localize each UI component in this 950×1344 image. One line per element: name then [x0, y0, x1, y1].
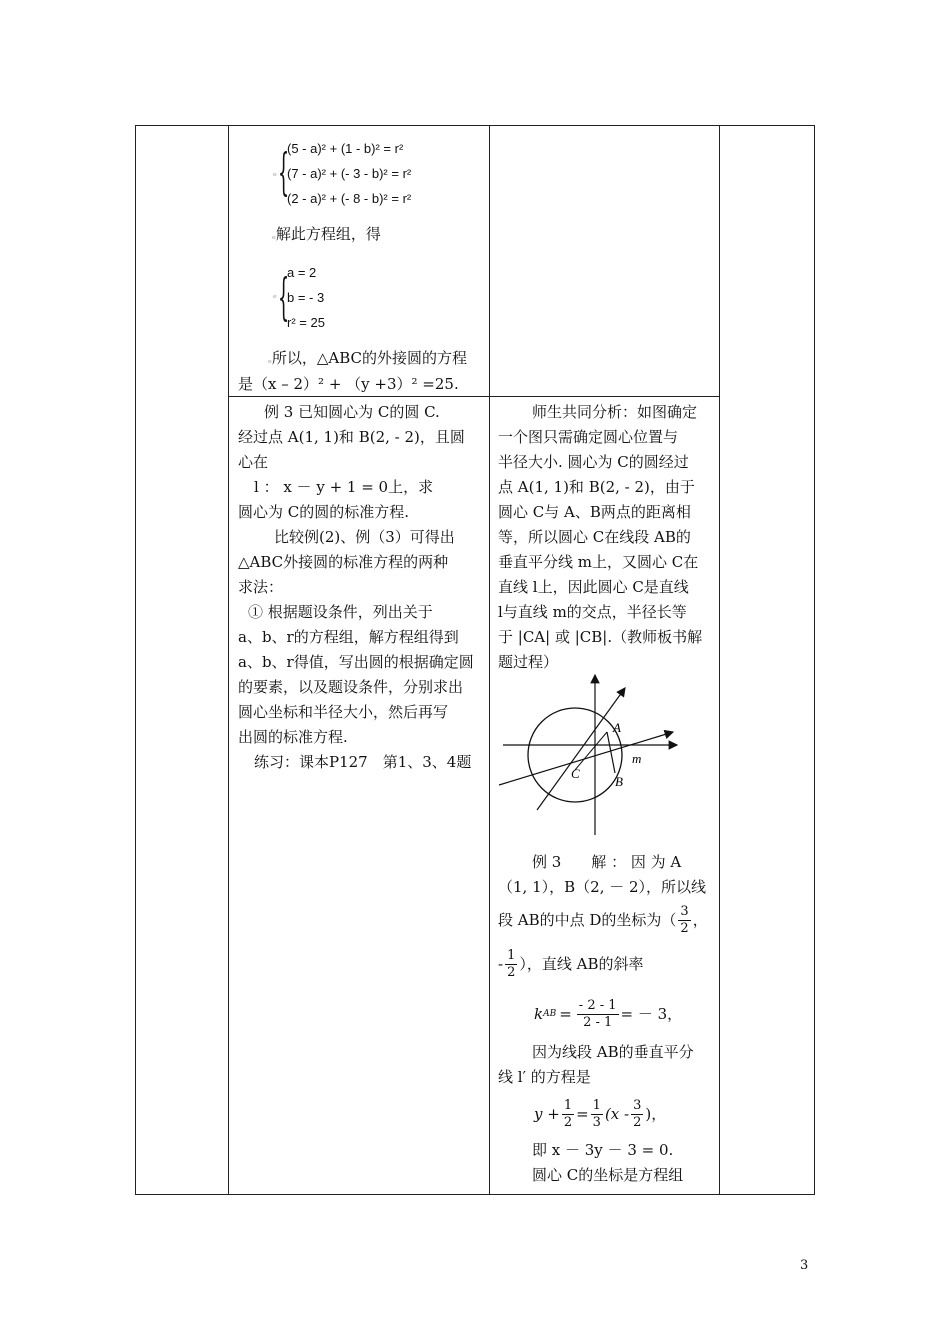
- text-line: 于 |CA| 或 |CB|.（教师板书解: [498, 628, 703, 646]
- fraction-numerator: - 2 - 1: [578, 997, 617, 1013]
- text-line: 圆心 C的坐标是方程组: [532, 1166, 684, 1184]
- solution-a: a = 2: [287, 265, 317, 280]
- column-divider-2: [489, 126, 490, 1194]
- text-line: 等，所以圆心 C在线段 AB的: [498, 528, 691, 546]
- fraction-numerator: 1: [507, 947, 516, 963]
- conclusion-text-1: 所以，△ABC的外接圆的方程: [271, 349, 468, 367]
- slope-formula: k AB = $\frac{- 2 - 1}{2 - 1}$ = － 3，: [534, 997, 683, 1030]
- perpendicular-bisector-equation: [498, 1090, 713, 1138]
- text-line: 师生共同分析：如图确定: [532, 403, 698, 421]
- line-m: [499, 732, 673, 785]
- slope-line: [498, 940, 713, 988]
- fraction-denominator: 2 - 1: [583, 1014, 613, 1030]
- fraction-numerator: 1: [563, 1097, 573, 1113]
- text-line: l ： x － y + 1 = 0上，求: [254, 478, 434, 496]
- text-line: 点 A(1, 1)和 B(2, - 2)，由于: [498, 478, 695, 496]
- text-line: 例 3 解 ： 因 为 A: [532, 853, 682, 871]
- fraction-one-half: [505, 948, 517, 981]
- text-line: △ABC外接圆的标准方程的两种: [238, 553, 449, 571]
- solution-r: r² = 25: [287, 315, 325, 330]
- fraction-numerator: 3: [633, 1097, 642, 1113]
- text-line: 出圆的标准方程.: [238, 728, 348, 746]
- fraction-three-halves: [678, 904, 690, 937]
- fraction-numerator: 1: [592, 1097, 601, 1113]
- k-subscript: AB: [543, 1008, 557, 1019]
- page-number: 3: [800, 1258, 809, 1273]
- fraction-numerator: 3: [680, 903, 689, 919]
- solve-text: ₑ解此方程组，得: [272, 225, 381, 243]
- text-line: a、b、r得值，写出圆的根据确定圆: [238, 653, 474, 671]
- fraction: [591, 1098, 603, 1131]
- label-c: C: [571, 766, 580, 781]
- text-line: 直线 l上，因此圆心 C是直线: [498, 578, 689, 596]
- text-line: 圆心坐标和半径大小，然后再写: [238, 703, 449, 721]
- text-line: ① 根据题设条件，列出关于: [248, 603, 433, 621]
- label-b: B: [615, 774, 623, 789]
- text-line: 的要素，以及题设条件，分别求出: [238, 678, 464, 696]
- y-term: y +: [534, 1104, 560, 1123]
- analysis-text: [498, 400, 713, 675]
- fraction-denominator: 3: [592, 1114, 601, 1130]
- column-divider-1: [228, 126, 229, 1194]
- conclusion-line-1: ₑ所以，△ABC的外接圆的方程: [268, 349, 468, 367]
- text-line: 比较例(2)、例（3）可得出: [274, 528, 455, 546]
- text-line: 例 3 已知圆心为 C的圆 C.: [264, 403, 440, 421]
- circle: [528, 708, 622, 802]
- k-symbol: k: [534, 1004, 544, 1023]
- solve-text-label: 解此方程组，得: [275, 225, 381, 243]
- equation-1: (5 - a)² + (1 - b)² = r²: [287, 141, 404, 156]
- chord-ab: [607, 732, 615, 773]
- text-line: （1, 1），B（2, － 2），所以线: [498, 878, 707, 896]
- text-line: 圆心 C与 A、B两点的距离相: [498, 503, 691, 521]
- fraction: [631, 1098, 643, 1131]
- text-line: 心在: [238, 453, 269, 471]
- text-line: a、b、r的方程组，解方程组得到: [238, 628, 459, 646]
- slope-fraction: [577, 998, 619, 1031]
- text-line: 经过点 A(1, 1)和 B(2, - 2)，且圆: [238, 428, 465, 446]
- fraction-denominator: 2: [633, 1114, 642, 1130]
- comma: ，: [692, 910, 708, 929]
- text-line: 垂直平分线 m上，又圆心 C在: [498, 553, 699, 571]
- midpoint-text: 段 AB的中点 D的坐标为（: [498, 910, 677, 929]
- slope-text: ），直线 AB的斜率: [519, 954, 644, 973]
- x-term: (x -: [604, 1104, 630, 1123]
- minus-sign: -: [498, 954, 504, 973]
- text-line: 题过程）: [498, 653, 559, 671]
- midpoint-line: [498, 900, 713, 940]
- example-3-description: [238, 400, 483, 775]
- label-m: m: [632, 751, 642, 766]
- fraction: [562, 1098, 574, 1131]
- fraction-denominator: 2: [507, 964, 516, 980]
- text-line: 半径大小. 圆心为 C的圆经过: [498, 453, 689, 471]
- closing: )，: [645, 1104, 667, 1123]
- text-line: 线 l′ 的方程是: [498, 1068, 591, 1086]
- fraction-denominator: 2: [680, 920, 689, 936]
- fraction-denominator: 2: [563, 1114, 573, 1130]
- equation-2: (7 - a)² + (- 3 - b)² = r²: [287, 166, 412, 181]
- column-divider-3: [719, 126, 720, 1194]
- slope-result: = － 3，: [620, 1004, 683, 1023]
- label-a: A: [613, 720, 621, 735]
- conclusion-line-2: 是（x – 2）² + （y +3）² =25.: [238, 375, 459, 393]
- equation-3: (2 - a)² + (- 8 - b)² = r²: [287, 191, 412, 206]
- example-3-solution: [498, 850, 713, 1188]
- circle-geometry-figure: [495, 670, 685, 840]
- text-line: 圆心为 C的圆的标准方程.: [238, 503, 410, 521]
- text-line: 求法：: [238, 578, 284, 596]
- text-line: l与直线 m的交点，半径长等: [498, 603, 687, 621]
- text-line: 因为线段 AB的垂直平分: [532, 1043, 694, 1061]
- text-line: 练习：课本P127 第1、3、4题: [254, 753, 472, 771]
- solution-b: b = - 3: [287, 290, 325, 305]
- text-line: 即 x － 3y － 3 = 0.: [532, 1141, 674, 1159]
- text-line: 一个图只需确定圆心位置与: [498, 428, 679, 446]
- line-l: [537, 688, 625, 810]
- equals: =: [576, 1104, 589, 1123]
